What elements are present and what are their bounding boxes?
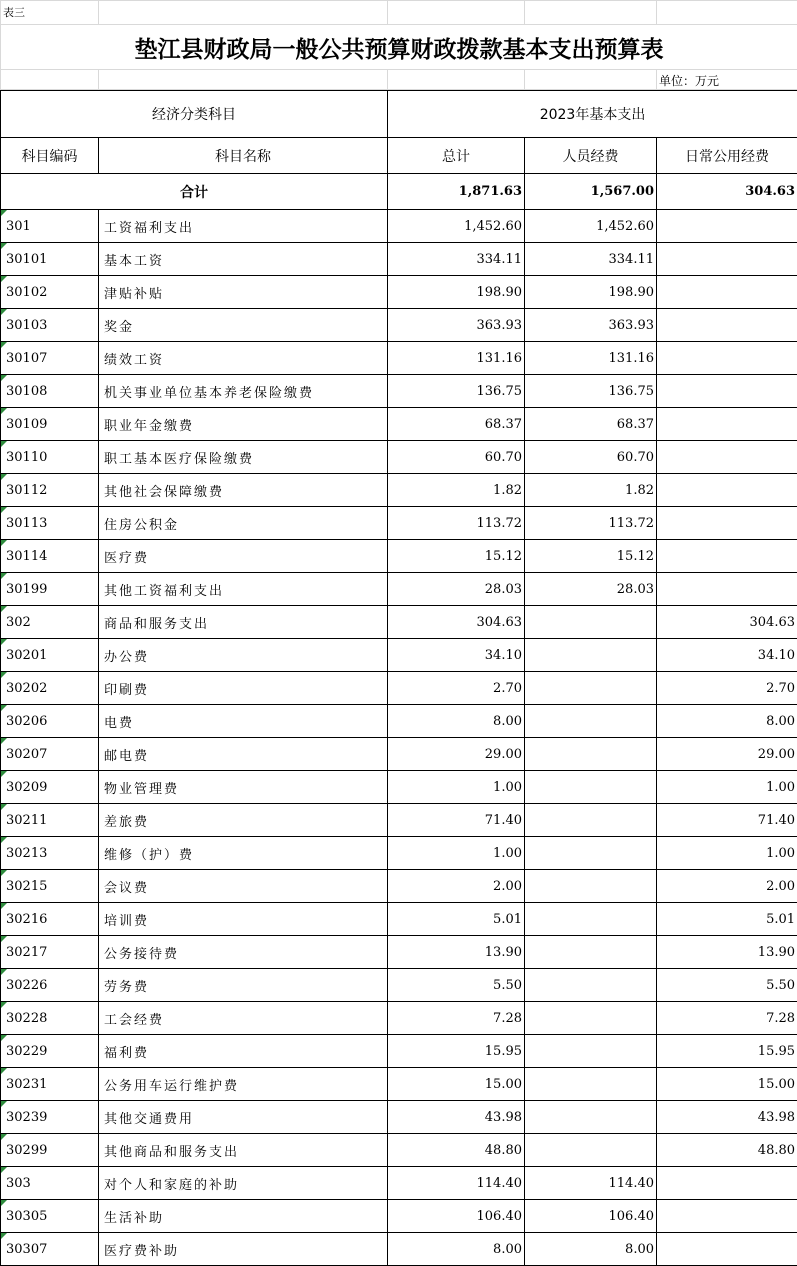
row-total: 71.40 <box>388 804 525 837</box>
row-personnel <box>525 1134 657 1167</box>
budget-table <box>0 90 797 1266</box>
row-public <box>657 309 797 342</box>
table-row <box>1 243 797 276</box>
row-public: 43.98 <box>657 1101 797 1134</box>
total-public: 304.63 <box>657 174 797 210</box>
row-code: 30199 <box>1 573 99 606</box>
row-total: 29.00 <box>388 738 525 771</box>
row-total: 1.00 <box>388 771 525 804</box>
row-total: 60.70 <box>388 441 525 474</box>
row-personnel <box>525 672 657 705</box>
unit-label: 单位：万元 <box>657 70 797 90</box>
table-row <box>1 672 797 705</box>
row-code: 30101 <box>1 243 99 276</box>
row-personnel <box>525 936 657 969</box>
row-personnel: 1,452.60 <box>525 210 657 243</box>
row-code: 30228 <box>1 1002 99 1035</box>
row-public <box>657 342 797 375</box>
row-name: 工资福利支出 <box>99 210 388 243</box>
row-code: 302 <box>1 606 99 639</box>
row-public: 48.80 <box>657 1134 797 1167</box>
row-total: 114.40 <box>388 1167 525 1200</box>
row-name: 印刷费 <box>99 672 388 705</box>
row-public <box>657 1200 797 1233</box>
row-code: 30107 <box>1 342 99 375</box>
row-total: 15.12 <box>388 540 525 573</box>
row-total: 334.11 <box>388 243 525 276</box>
row-name: 工会经费 <box>99 1002 388 1035</box>
header-row-1 <box>1 91 797 138</box>
row-personnel: 113.72 <box>525 507 657 540</box>
row-code: 30307 <box>1 1233 99 1266</box>
row-name: 邮电费 <box>99 738 388 771</box>
row-code: 303 <box>1 1167 99 1200</box>
table-row <box>1 936 797 969</box>
row-name: 其他社会保障缴费 <box>99 474 388 507</box>
row-personnel: 28.03 <box>525 573 657 606</box>
row-name: 机关事业单位基本养老保险缴费 <box>99 375 388 408</box>
row-personnel: 114.40 <box>525 1167 657 1200</box>
table-row <box>1 507 797 540</box>
table-row <box>1 837 797 870</box>
row-public <box>657 507 797 540</box>
row-public <box>657 573 797 606</box>
row-total: 15.00 <box>388 1068 525 1101</box>
table-row <box>1 705 797 738</box>
row-public: 1.00 <box>657 771 797 804</box>
row-code: 30211 <box>1 804 99 837</box>
row-name: 公务用车运行维护费 <box>99 1068 388 1101</box>
row-personnel <box>525 1035 657 1068</box>
row-total: 7.28 <box>388 1002 525 1035</box>
header-public: 日常公用经费 <box>657 138 797 174</box>
row-name: 维修（护）费 <box>99 837 388 870</box>
total-personnel: 1,567.00 <box>525 174 657 210</box>
row-total: 2.70 <box>388 672 525 705</box>
row-name: 会议费 <box>99 870 388 903</box>
table-row <box>1 1035 797 1068</box>
row-personnel <box>525 870 657 903</box>
row-name: 福利费 <box>99 1035 388 1068</box>
table-row <box>1 1134 797 1167</box>
row-public: 29.00 <box>657 738 797 771</box>
row-total: 106.40 <box>388 1200 525 1233</box>
row-personnel <box>525 771 657 804</box>
row-public: 8.00 <box>657 705 797 738</box>
table-row <box>1 771 797 804</box>
row-public <box>657 375 797 408</box>
row-code: 30239 <box>1 1101 99 1134</box>
table-row <box>1 276 797 309</box>
row-public: 7.28 <box>657 1002 797 1035</box>
row-public: 2.00 <box>657 870 797 903</box>
table-row <box>1 903 797 936</box>
row-name: 医疗费补助 <box>99 1233 388 1266</box>
table-row <box>1 738 797 771</box>
row-name: 物业管理费 <box>99 771 388 804</box>
row-name: 差旅费 <box>99 804 388 837</box>
row-public <box>657 1167 797 1200</box>
row-personnel: 68.37 <box>525 408 657 441</box>
row-code: 30215 <box>1 870 99 903</box>
row-total: 136.75 <box>388 375 525 408</box>
row-personnel <box>525 837 657 870</box>
row-name: 劳务费 <box>99 969 388 1002</box>
sheet-label: 表三 <box>1 1 99 25</box>
row-name: 住房公积金 <box>99 507 388 540</box>
row-public: 71.40 <box>657 804 797 837</box>
row-name: 其他交通费用 <box>99 1101 388 1134</box>
row-personnel <box>525 639 657 672</box>
row-total: 1.82 <box>388 474 525 507</box>
row-code: 30305 <box>1 1200 99 1233</box>
row-total: 43.98 <box>388 1101 525 1134</box>
row-personnel: 334.11 <box>525 243 657 276</box>
table-row <box>1 1200 797 1233</box>
table-row <box>1 408 797 441</box>
table-row <box>1 870 797 903</box>
row-code: 30103 <box>1 309 99 342</box>
row-total: 198.90 <box>388 276 525 309</box>
header-code: 科目编码 <box>1 138 99 174</box>
row-personnel <box>525 903 657 936</box>
table-row <box>1 342 797 375</box>
table-row <box>1 375 797 408</box>
header-total: 总计 <box>388 138 525 174</box>
row-code: 30102 <box>1 276 99 309</box>
row-name: 绩效工资 <box>99 342 388 375</box>
row-total: 34.10 <box>388 639 525 672</box>
table-row <box>1 606 797 639</box>
table-body <box>1 210 797 1266</box>
row-name: 对个人和家庭的补助 <box>99 1167 388 1200</box>
row-name: 生活补助 <box>99 1200 388 1233</box>
row-public <box>657 210 797 243</box>
row-total: 363.93 <box>388 309 525 342</box>
table-row <box>1 1167 797 1200</box>
row-code: 30217 <box>1 936 99 969</box>
row-code: 30113 <box>1 507 99 540</box>
row-total: 1.00 <box>388 837 525 870</box>
row-code: 30109 <box>1 408 99 441</box>
table-row <box>1 474 797 507</box>
row-code: 30207 <box>1 738 99 771</box>
table-row <box>1 1068 797 1101</box>
row-code: 30226 <box>1 969 99 1002</box>
row-name: 奖金 <box>99 309 388 342</box>
row-code: 301 <box>1 210 99 243</box>
row-public: 2.70 <box>657 672 797 705</box>
row-personnel <box>525 804 657 837</box>
row-public: 15.95 <box>657 1035 797 1068</box>
header-personnel: 人员经费 <box>525 138 657 174</box>
row-total: 2.00 <box>388 870 525 903</box>
row-total: 131.16 <box>388 342 525 375</box>
row-code: 30229 <box>1 1035 99 1068</box>
row-public <box>657 276 797 309</box>
row-public <box>657 408 797 441</box>
row-public: 15.00 <box>657 1068 797 1101</box>
row-code: 30299 <box>1 1134 99 1167</box>
row-personnel: 198.90 <box>525 276 657 309</box>
row-total: 304.63 <box>388 606 525 639</box>
row-name: 其他工资福利支出 <box>99 573 388 606</box>
row-personnel <box>525 606 657 639</box>
row-total: 68.37 <box>388 408 525 441</box>
header-name: 科目名称 <box>99 138 388 174</box>
row-name: 医疗费 <box>99 540 388 573</box>
row-code: 30202 <box>1 672 99 705</box>
row-total: 8.00 <box>388 705 525 738</box>
row-total: 1,452.60 <box>388 210 525 243</box>
total-row <box>1 174 797 210</box>
table-row <box>1 804 797 837</box>
row-personnel: 131.16 <box>525 342 657 375</box>
table-row <box>1 1002 797 1035</box>
row-code: 30209 <box>1 771 99 804</box>
table-row <box>1 1101 797 1134</box>
row-name: 津贴补贴 <box>99 276 388 309</box>
row-public <box>657 540 797 573</box>
row-public <box>657 474 797 507</box>
row-personnel: 15.12 <box>525 540 657 573</box>
row-name: 电费 <box>99 705 388 738</box>
table-row <box>1 540 797 573</box>
row-name: 其他商品和服务支出 <box>99 1134 388 1167</box>
row-total: 28.03 <box>388 573 525 606</box>
row-personnel: 363.93 <box>525 309 657 342</box>
row-total: 5.01 <box>388 903 525 936</box>
row-personnel: 136.75 <box>525 375 657 408</box>
row-public: 34.10 <box>657 639 797 672</box>
total-total: 1,871.63 <box>388 174 525 210</box>
row-total: 13.90 <box>388 936 525 969</box>
row-personnel <box>525 705 657 738</box>
row-personnel <box>525 1101 657 1134</box>
row-code: 30206 <box>1 705 99 738</box>
header-econ-class: 经济分类科目 <box>1 91 388 138</box>
row-personnel <box>525 969 657 1002</box>
table-row <box>1 441 797 474</box>
table-row <box>1 309 797 342</box>
row-total: 5.50 <box>388 969 525 1002</box>
row-personnel: 8.00 <box>525 1233 657 1266</box>
row-personnel: 106.40 <box>525 1200 657 1233</box>
table-row <box>1 639 797 672</box>
row-total: 15.95 <box>388 1035 525 1068</box>
row-name: 培训费 <box>99 903 388 936</box>
table-row <box>1 210 797 243</box>
table-row <box>1 1233 797 1266</box>
row-personnel <box>525 738 657 771</box>
row-personnel: 1.82 <box>525 474 657 507</box>
row-name: 公务接待费 <box>99 936 388 969</box>
total-label: 合计 <box>1 174 388 210</box>
row-name: 办公费 <box>99 639 388 672</box>
row-total: 113.72 <box>388 507 525 540</box>
header-row-2 <box>1 138 797 174</box>
row-name: 商品和服务支出 <box>99 606 388 639</box>
row-code: 30213 <box>1 837 99 870</box>
row-name: 基本工资 <box>99 243 388 276</box>
row-name: 职业年金缴费 <box>99 408 388 441</box>
row-public: 1.00 <box>657 837 797 870</box>
row-code: 30112 <box>1 474 99 507</box>
row-public: 5.01 <box>657 903 797 936</box>
row-personnel <box>525 1002 657 1035</box>
row-name: 职工基本医疗保险缴费 <box>99 441 388 474</box>
row-code: 30108 <box>1 375 99 408</box>
row-public: 5.50 <box>657 969 797 1002</box>
table-row <box>1 573 797 606</box>
row-personnel: 60.70 <box>525 441 657 474</box>
row-code: 30216 <box>1 903 99 936</box>
header-year-basic: 2023年基本支出 <box>388 91 797 138</box>
row-public <box>657 1233 797 1266</box>
row-code: 30114 <box>1 540 99 573</box>
row-code: 30110 <box>1 441 99 474</box>
row-personnel <box>525 1068 657 1101</box>
row-public <box>657 243 797 276</box>
row-public: 13.90 <box>657 936 797 969</box>
row-public <box>657 441 797 474</box>
row-code: 30231 <box>1 1068 99 1101</box>
row-total: 8.00 <box>388 1233 525 1266</box>
sheet-header <box>0 0 797 90</box>
row-code: 30201 <box>1 639 99 672</box>
row-total: 48.80 <box>388 1134 525 1167</box>
page-title: 垫江县财政局一般公共预算财政拨款基本支出预算表 <box>1 25 797 70</box>
table-row <box>1 969 797 1002</box>
row-public: 304.63 <box>657 606 797 639</box>
